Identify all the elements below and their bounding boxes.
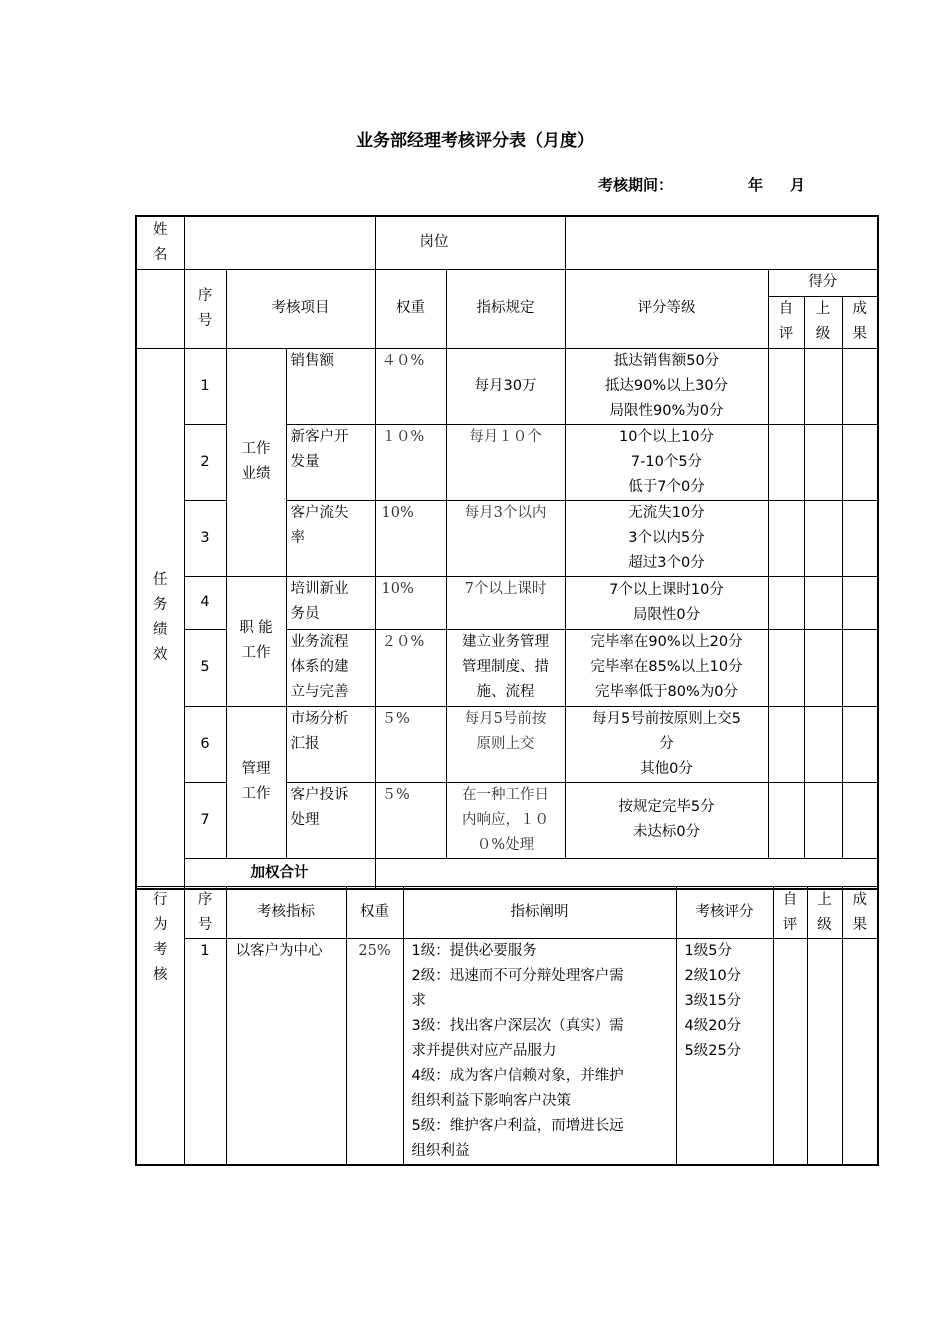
score-self[interactable] — [768, 500, 804, 576]
col-weight: 权重 — [375, 269, 446, 348]
row-weight: 10% — [375, 500, 446, 576]
row-indicator: 每月3个以内 — [446, 500, 565, 576]
name-field[interactable] — [184, 216, 375, 269]
score-result[interactable] — [842, 782, 878, 858]
row-indicator: 7个以上课时 — [446, 576, 565, 629]
row-weight: 25% — [346, 939, 403, 1166]
row-weight: ４０% — [375, 348, 446, 424]
row-seq: 1 — [184, 348, 226, 424]
col-item: 考核项目 — [226, 269, 375, 348]
row-item: 新客户开 发量 — [286, 424, 375, 500]
score-result[interactable] — [842, 706, 878, 782]
behavior-side-label: 行 为 考 核 — [136, 887, 184, 1166]
col-superior: 上 级 — [804, 296, 842, 348]
score-result[interactable] — [842, 500, 878, 576]
task-side-spacer — [136, 269, 184, 348]
row-grade: 抵达销售额50分 抵达90%以上30分 局限性90%为0分 — [565, 348, 768, 424]
row-indicator: 每月１０个 — [446, 424, 565, 500]
score-self[interactable] — [768, 629, 804, 706]
row-weight: ５% — [375, 782, 446, 858]
row-indicator: 以客户为中心 — [226, 939, 346, 1166]
row-item: 业务流程 体系的建 立与完善 — [286, 629, 375, 706]
row-grade: 10个以上10分 7-10个5分 低于7个0分 — [565, 424, 768, 500]
score-self[interactable] — [768, 706, 804, 782]
weighted-total-value[interactable] — [375, 858, 878, 889]
page-title: 业务部经理考核评分表（月度） — [356, 131, 594, 151]
row-item: 客户投诉 处理 — [286, 782, 375, 858]
col-weight: 权重 — [346, 887, 403, 939]
row-seq: 7 — [184, 782, 226, 858]
score-self[interactable] — [768, 576, 804, 629]
row-seq: 4 — [184, 576, 226, 629]
row-indicator: 建立业务管理 管理制度、措 施、流程 — [446, 629, 565, 706]
score-result[interactable] — [842, 939, 878, 1166]
score-superior[interactable] — [804, 629, 842, 706]
col-seq: 序 号 — [184, 887, 226, 939]
col-description: 指标阐明 — [403, 887, 676, 939]
row-seq: 6 — [184, 706, 226, 782]
row-weight: ２０% — [375, 629, 446, 706]
group-name: 工作 业绩 — [226, 348, 286, 576]
row-seq: 5 — [184, 629, 226, 706]
weighted-total-label: 加权合计 — [184, 858, 375, 889]
period-month: 月 — [790, 176, 806, 194]
col-self: 自 评 — [773, 887, 807, 939]
score-superior[interactable] — [807, 939, 842, 1166]
row-grade: 7个以上课时10分 局限性0分 — [565, 576, 768, 629]
period-year: 年 — [748, 176, 764, 194]
row-item: 客户流失 率 — [286, 500, 375, 576]
row-item: 销售额 — [286, 348, 375, 424]
row-item: 培训新业 务员 — [286, 576, 375, 629]
row-grade: 按规定完毕5分 未达标0分 — [565, 782, 768, 858]
row-description: 1级：提供必要服务 2级：迅速而不可分辩处理客户需 求 3级：找出客户深层次（真实）需 求并提供对应产品服力 4级：成为客户信赖对象，并维护 组织利益下影响客户决策 5级：维护客户利益，而增进长远 组织利益 — [403, 939, 676, 1166]
score-self[interactable] — [768, 348, 804, 424]
row-indicator: 每月5号前按 原则上交 — [446, 706, 565, 782]
row-item: 市场分析 汇报 — [286, 706, 375, 782]
score-self[interactable] — [768, 782, 804, 858]
row-seq: 3 — [184, 500, 226, 576]
period-label: 考核期间： — [598, 176, 674, 194]
row-grade: 无流失10分 3个以内5分 超过3个0分 — [565, 500, 768, 576]
score-result[interactable] — [842, 629, 878, 706]
row-grade: 完毕率在90%以上20分 完毕率在85%以上10分 完毕率低于80%为0分 — [565, 629, 768, 706]
task-table — [135, 215, 879, 890]
row-rating: 1级5分 2级10分 3级15分 4级20分 5级25分 — [676, 939, 773, 1166]
score-self[interactable] — [768, 424, 804, 500]
behavior-table — [135, 886, 879, 1166]
row-indicator: 每月30万 — [446, 348, 565, 424]
col-indicator: 考核指标 — [226, 887, 346, 939]
score-superior[interactable] — [804, 576, 842, 629]
score-superior[interactable] — [804, 424, 842, 500]
row-weight: 10% — [375, 576, 446, 629]
row-indicator: 在一种工作日 内响应，１０ ０%处理 — [446, 782, 565, 858]
score-result[interactable] — [842, 424, 878, 500]
col-seq: 序 号 — [184, 269, 226, 348]
score-superior[interactable] — [804, 782, 842, 858]
task-side-label: 任 务 绩 效 — [136, 348, 184, 889]
position-field[interactable] — [565, 216, 878, 269]
col-grade: 评分等级 — [565, 269, 768, 348]
row-seq: 1 — [184, 939, 226, 1166]
col-rating: 考核评分 — [676, 887, 773, 939]
position-label: 岗位 — [375, 216, 565, 269]
score-superior[interactable] — [804, 706, 842, 782]
group-name: 管理 工作 — [226, 706, 286, 858]
col-superior: 上 级 — [807, 887, 842, 939]
col-self: 自 评 — [768, 296, 804, 348]
row-weight: １０% — [375, 424, 446, 500]
col-indicator: 指标规定 — [446, 269, 565, 348]
col-result: 成 果 — [842, 296, 878, 348]
col-result: 成 果 — [842, 887, 878, 939]
score-result[interactable] — [842, 348, 878, 424]
score-self[interactable] — [773, 939, 807, 1166]
row-weight: ５% — [375, 706, 446, 782]
row-grade: 每月5号前按原则上交5 分 其他0分 — [565, 706, 768, 782]
score-superior[interactable] — [804, 500, 842, 576]
col-score: 得分 — [768, 269, 878, 296]
name-label: 姓 名 — [136, 216, 184, 269]
row-seq: 2 — [184, 424, 226, 500]
score-superior[interactable] — [804, 348, 842, 424]
score-result[interactable] — [842, 576, 878, 629]
group-name: 职 能 工作 — [226, 576, 286, 706]
